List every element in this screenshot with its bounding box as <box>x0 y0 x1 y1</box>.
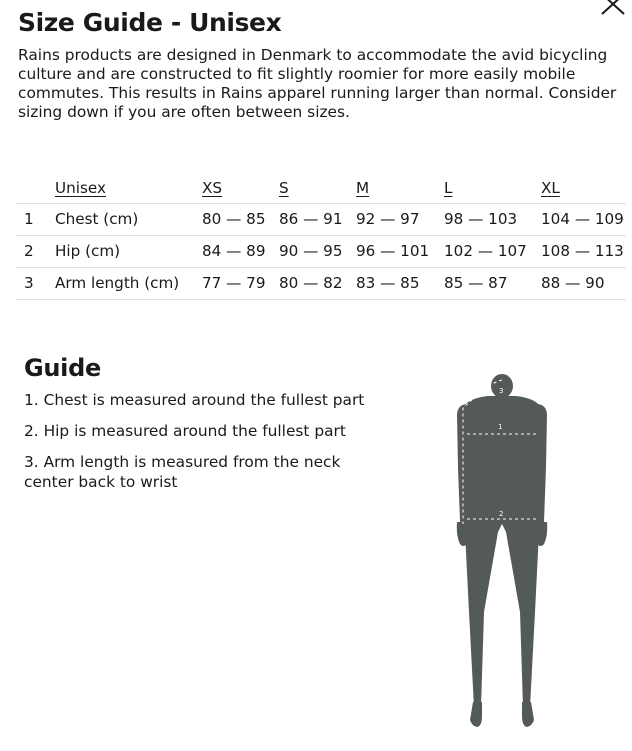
header-size-l: L <box>444 178 453 197</box>
header-unisex: Unisex <box>55 178 106 197</box>
intro-text: Rains products are designed in Denmark to accommodate the avid bicycling culture and are constructed to fit slightly roomier for more easily mobile commutes. This results in Rains apparel running larger than normal. Consider sizing down if you are often between sizes. <box>18 46 617 121</box>
row-number: 3 <box>24 274 34 292</box>
table-cell: 85 — 87 <box>444 274 508 292</box>
table-cell: 84 — 89 <box>202 242 266 260</box>
table-cell: 102 — 107 <box>444 242 527 260</box>
guide-title: Guide <box>24 354 101 382</box>
row-number: 2 <box>24 242 34 260</box>
table-cell: 98 — 103 <box>444 210 518 228</box>
row-number: 1 <box>24 210 34 228</box>
page-title: Size Guide - Unisex <box>18 8 282 37</box>
table-header-row <box>16 173 626 203</box>
table-cell: 96 — 101 <box>356 242 430 260</box>
table-cell: 80 — 82 <box>279 274 343 292</box>
table-row-chest <box>16 203 626 235</box>
guide-item-hip: 2. Hip is measured around the fullest part <box>24 422 346 440</box>
row-label: Arm length (cm) <box>55 274 180 292</box>
header-label-cell <box>55 173 202 203</box>
table-cell: 86 — 91 <box>279 210 343 228</box>
table-cell: 108 — 113 <box>541 242 624 260</box>
guide-item-arm-length: 3. Arm length is measured from the neck center back to wrist <box>24 453 341 491</box>
header-num-cell <box>16 173 55 203</box>
figure-label-chest: 1 <box>498 423 503 431</box>
header-size-s: S <box>279 178 289 197</box>
table-cell: 92 — 97 <box>356 210 420 228</box>
table-row-arm-length <box>16 267 626 299</box>
figure-label-hip: 2 <box>499 510 504 518</box>
figure-label-arm: 3 <box>499 387 504 395</box>
table-cell: 104 — 109 <box>541 210 624 228</box>
header-size-xs: XS <box>202 178 223 197</box>
guide-item-chest: 1. Chest is measured around the fullest part <box>24 391 365 409</box>
table-cell: 83 — 85 <box>356 274 420 292</box>
guide-list <box>24 390 394 503</box>
body-measurement-figure <box>440 372 564 732</box>
size-table <box>16 173 626 300</box>
row-label: Hip (cm) <box>55 242 121 260</box>
header-size-m: M <box>356 178 370 197</box>
table-cell: 80 — 85 <box>202 210 266 228</box>
table-cell: 77 — 79 <box>202 274 266 292</box>
row-label: Chest (cm) <box>55 210 139 228</box>
table-row-hip <box>16 235 626 267</box>
header-size-xl: XL <box>541 178 560 197</box>
close-icon <box>598 0 628 16</box>
close-button[interactable] <box>598 0 628 16</box>
table-cell: 90 — 95 <box>279 242 343 260</box>
table-cell: 88 — 90 <box>541 274 605 292</box>
